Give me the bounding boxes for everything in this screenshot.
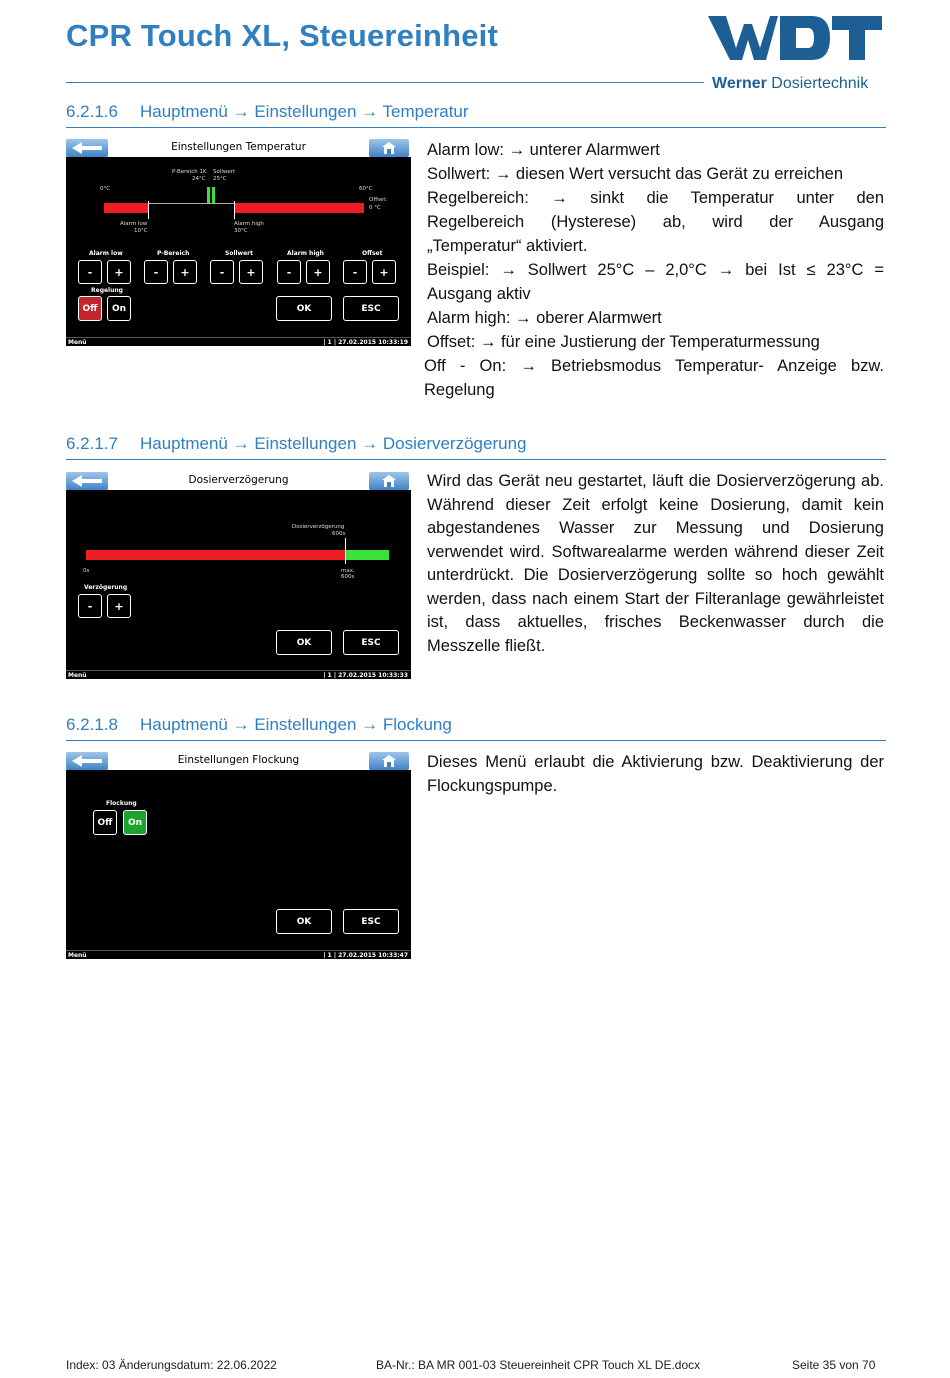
- screen-title: Einstellungen Flockung: [177, 754, 300, 766]
- line-alarm-low: Alarm low: → unterer Alarmwert: [427, 141, 660, 159]
- pbereich-minus-button[interactable]: -: [144, 260, 168, 284]
- dosierverzoegerung-description: Wird das Gerät neu gestartet, läuft die Dosierverzögerung ab. Während dieser Zeit erfolgt keine Dosierung, damit kein abgestandenes Wasser zur Messung und Dosierung verwendet wird. Softwarealarme werden während dieser Zeit unterdrückt. Die Dosierverzögerung sollte so hoch gewählt werden, dass nach einem Start der Filteranlage gewährleistet ist, dass aktuelles, frisches Beckenwasser durch die Messzelle fließt.: [427, 472, 884, 655]
- alarm-low-marker-label: Alarm low: [120, 221, 148, 227]
- menu-link[interactable]: Menü: [68, 339, 87, 346]
- section-heading-temperatur: 6.2.1.6 Hauptmenü → Einstellungen → Temperatur: [66, 102, 886, 128]
- delay-bar: [86, 550, 345, 560]
- screen-status: | 1 | 27.02.2015 10:33:47: [323, 952, 408, 959]
- pbereich-value: 24°C: [192, 176, 206, 182]
- logo-subtitle: Werner Dosiertechnik: [712, 75, 869, 92]
- group-label-pbereich: P-Bereich: [157, 250, 190, 257]
- offset-minus-button[interactable]: -: [343, 260, 367, 284]
- line-offset: Offset: → für eine Justierung der Temperaturmessung: [427, 333, 820, 351]
- line-regelbereich: Regelbereich: → sinkt die Temperatur unter den: [427, 189, 884, 207]
- line-off-on: Off - On: → Betriebsmodus Temperatur- Anzeige bzw.: [424, 357, 884, 375]
- esc-button[interactable]: ESC: [343, 296, 399, 321]
- back-arrow-icon: [72, 475, 102, 487]
- offset-label: Offset:: [369, 197, 388, 203]
- ok-button[interactable]: OK: [276, 296, 332, 321]
- scale-max-label: max.: [341, 568, 355, 574]
- group-label-offset: Offset: [362, 250, 383, 257]
- document-title: CPR Touch XL, Steuereinheit: [66, 18, 498, 53]
- back-arrow-icon: [72, 755, 102, 767]
- line-regelbereich-2: Regelbereich (Hysterese) ab, wird der Ausgang: [427, 213, 884, 231]
- regelung-label: Regelung: [91, 287, 123, 294]
- screen-temperatur: [66, 139, 411, 346]
- sollwert-marker: [212, 187, 215, 203]
- section-heading-flockung: 6.2.1.8 Hauptmenü → Einstellungen → Flockung: [66, 715, 886, 741]
- alarm-low-plus-button[interactable]: +: [107, 260, 131, 284]
- home-icon: [382, 475, 396, 487]
- marker-label: Dosierverzögerung: [292, 524, 345, 530]
- group-label-alarm-low: Alarm low: [89, 250, 123, 257]
- home-button[interactable]: [369, 472, 409, 490]
- screen-footer: [66, 337, 411, 346]
- home-icon: [382, 142, 396, 154]
- back-arrow-icon: [72, 142, 102, 154]
- screen-flockung: [66, 752, 411, 959]
- pbereich-plus-button[interactable]: +: [173, 260, 197, 284]
- wdt-logo-mark: [708, 14, 884, 70]
- alarm-low-marker-value: 10°C: [134, 228, 148, 234]
- esc-button[interactable]: ESC: [343, 630, 399, 655]
- screen-title: Einstellungen Temperatur: [171, 141, 306, 153]
- pbereich-marker: [207, 187, 210, 203]
- offset-plus-button[interactable]: +: [372, 260, 396, 284]
- ok-button[interactable]: OK: [276, 630, 332, 655]
- group-label-alarm-high: Alarm high: [287, 250, 324, 257]
- alarm-high-minus-button[interactable]: -: [277, 260, 301, 284]
- offset-value: 0 °C: [369, 205, 381, 211]
- line-temperatur-aktiviert: „Temperatur“ aktiviert.: [427, 237, 588, 255]
- flockung-description: Dieses Menü erlaubt die Aktivierung bzw. Deaktivierung der Flockungspumpe.: [427, 753, 884, 795]
- section-heading-dosierverzoegerung: 6.2.1.7 Hauptmenü → Einstellungen → Dosierverzögerung: [66, 434, 886, 460]
- screen-title: Dosierverzögerung: [188, 474, 289, 486]
- alarm-high-plus-button[interactable]: +: [306, 260, 330, 284]
- alarm-low-minus-button[interactable]: -: [78, 260, 102, 284]
- ok-button[interactable]: OK: [276, 909, 332, 934]
- scale-min: 0°C: [100, 186, 111, 192]
- header-rule: [66, 82, 704, 83]
- screen-status: | 1 | 27.02.2015 10:33:33: [323, 672, 408, 679]
- sollwert-label: Sollwert: [213, 169, 236, 175]
- delay-remaining-bar: [345, 550, 389, 560]
- home-button[interactable]: [369, 752, 409, 770]
- sollwert-minus-button[interactable]: -: [210, 260, 234, 284]
- esc-button[interactable]: ESC: [343, 909, 399, 934]
- marker-value: 600s: [332, 531, 346, 537]
- delay-minus-button[interactable]: -: [78, 594, 102, 618]
- screen-footer: [66, 950, 411, 959]
- alarm-high-marker-label: Alarm high: [234, 221, 264, 227]
- home-button[interactable]: [369, 139, 409, 157]
- alarm-high-marker-value: 30°C: [234, 228, 248, 234]
- sollwert-plus-button[interactable]: +: [239, 260, 263, 284]
- verzoegerung-label: Verzögerung: [84, 584, 128, 591]
- footer-index: Index: 03 Änderungsdatum: 22.06.2022: [66, 1358, 277, 1372]
- back-arrow-button[interactable]: [66, 139, 108, 157]
- footer-page: Seite 35 von 70: [792, 1358, 876, 1372]
- back-arrow-button[interactable]: [66, 752, 108, 770]
- delay-plus-button[interactable]: +: [107, 594, 131, 618]
- screen-status: | 1 | 27.02.2015 10:33:19: [323, 339, 408, 346]
- scale-max: 60°C: [359, 186, 373, 192]
- flockung-on-button[interactable]: On: [123, 810, 147, 835]
- temperatur-description: [424, 138, 884, 402]
- line-ausgang-aktiv: Ausgang aktiv: [427, 285, 531, 303]
- delay-marker: [345, 538, 346, 564]
- screen-footer: [66, 670, 411, 679]
- alarm-low-marker: [148, 201, 149, 219]
- alarm-high-bar: [234, 203, 364, 213]
- menu-link[interactable]: Menü: [68, 952, 87, 959]
- regelung-on-button[interactable]: On: [107, 296, 131, 321]
- alarm-high-marker: [234, 201, 235, 219]
- line-alarm-high: Alarm high: → oberer Alarmwert: [427, 309, 662, 327]
- line-beispiel: Beispiel: → Sollwert 25°C – 2,0°C → bei Ist ≤ 23°C =: [427, 261, 884, 279]
- pbereich-label: P-Bereich 1K: [172, 169, 207, 175]
- line-sollwert: Sollwert: → diesen Wert versucht das Gerät zu erreichen: [427, 165, 844, 183]
- flockung-label: Flockung: [106, 800, 137, 807]
- alarm-low-bar: [104, 203, 148, 213]
- line-regelung: Regelung: [424, 381, 495, 399]
- scale-max-value: 600s: [341, 574, 355, 580]
- footer-ba-nr: BA-Nr.: BA MR 001-03 Steuereinheit CPR Touch XL DE.docx: [376, 1358, 701, 1372]
- regelung-off-button[interactable]: Off: [78, 296, 102, 321]
- menu-link[interactable]: Menü: [68, 672, 87, 679]
- scale-min: 0s: [83, 568, 90, 574]
- back-arrow-button[interactable]: [66, 472, 108, 490]
- group-label-sollwert: Sollwert: [225, 250, 253, 257]
- home-icon: [382, 755, 396, 767]
- sollwert-value: 25°C: [213, 176, 227, 182]
- wdt-logo: [708, 14, 884, 94]
- screen-dosierverzoegerung: [66, 472, 411, 679]
- flockung-off-button[interactable]: Off: [93, 810, 117, 835]
